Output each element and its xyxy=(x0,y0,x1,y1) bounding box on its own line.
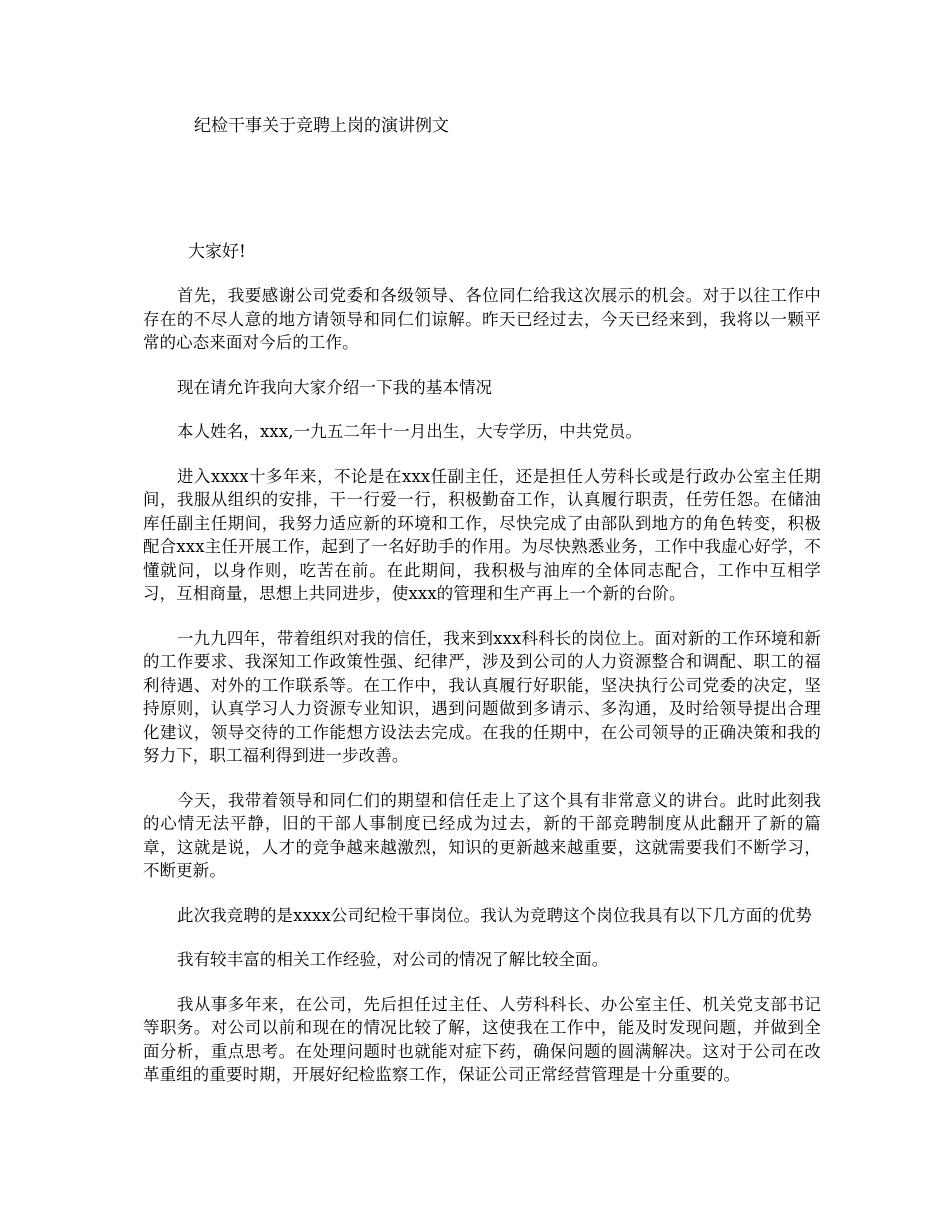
greeting: 大家好! xyxy=(188,242,246,262)
paragraph-intro: 现在请允许我向大家介绍一下我的基本情况 xyxy=(177,377,493,397)
paragraph-1994: 一九九四年，带着组织对我的信任，我来到xxx科科长的岗位上。面对新的工作环境和新的工作要求、我深知工作政策性强、纪律严，涉及到公司的人力资源整合和调配、职工的福利待遇、对外的工作联系等。在工作中，我认真履行好职能，坚决执行公司党委的决定，坚持原则，认真学习人力资源专业知识，遇到问题做到多请示、多沟通，及时给领导提出合理化建议，领导交待的工作能想方设法去完成。在我的任期中，在公司领导的正确决策和我的努力下，职工福利得到进一步改善。 xyxy=(143,628,821,765)
paragraph-advantage: 我有较丰富的相关工作经验，对公司的情况了解比较全面。 xyxy=(177,950,609,969)
paragraph-basic-info: 本人姓名，xxx,一九五二年十一月出生，大专学历，中共党员。 xyxy=(177,422,643,441)
paragraph-experience: 我从事多年来，在公司，先后担任过主任、人劳科科长、办公室主任、机关党支部书记等职务。对公司以前和现在的情况比较了解，这使我在工作中，能及时发现问题，并做到全面分析，重点思考。在处理问题时也就能对症下药，确保问题的圆满解决。这对于公司在改革重组的重要时期，开展好纪检监察工作，保证公司正常经营管理是十分重要的。 xyxy=(143,994,821,1084)
document-title: 纪检干事关于竞聘上岗的演讲例文 xyxy=(194,116,449,136)
paragraph-thanks: 首先，我要感谢公司党委和各级领导、各位同仁给我这次展示的机会。对于以往工作中存在的不尽人意的地方请领导和同仁们谅解。昨天已经过去，今天已经来到，我将以一颗平常的心态来面对今后的工作。 xyxy=(143,286,821,352)
paragraph-career: 进入xxxx十多年来，不论是在xxx任副主任，还是担任人劳科长或是行政办公室主任期间，我服从组织的安排，干一行爱一行，积极勤奋工作，认真履行职责，任劳任怨。在储油库任副主任期间，我努力适应新的环境和工作，尽快完成了由部队到地方的角色转变，积极配合xxx主任开展工作，起到了一名好助手的作用。为尽快熟悉业务，工作中我虚心好学，不懂就问，以身作则，吃苦在前。在此期间，我积极与油库的全体同志配合，工作中互相学习，互相商量，思想上共同进步，使xxx的管理和生产再上一个新的台阶。 xyxy=(143,466,821,603)
paragraph-today: 今天，我带着领导和同仁们的期望和信任走上了这个具有非常意义的讲台。此时此刻我的心情无法平静，旧的干部人事制度已经成为过去，新的干部竞聘制度从此翻开了新的篇章，这就是说，人才的竞争越来越激烈，知识的更新越来越重要，这就需要我们不断学习，不断更新。 xyxy=(143,790,821,880)
paragraph-position: 此次我竞聘的是xxxx公司纪检干事岗位。我认为竞聘这个岗位我具有以下几方面的优势 xyxy=(177,905,813,925)
document-body xyxy=(143,284,821,1108)
